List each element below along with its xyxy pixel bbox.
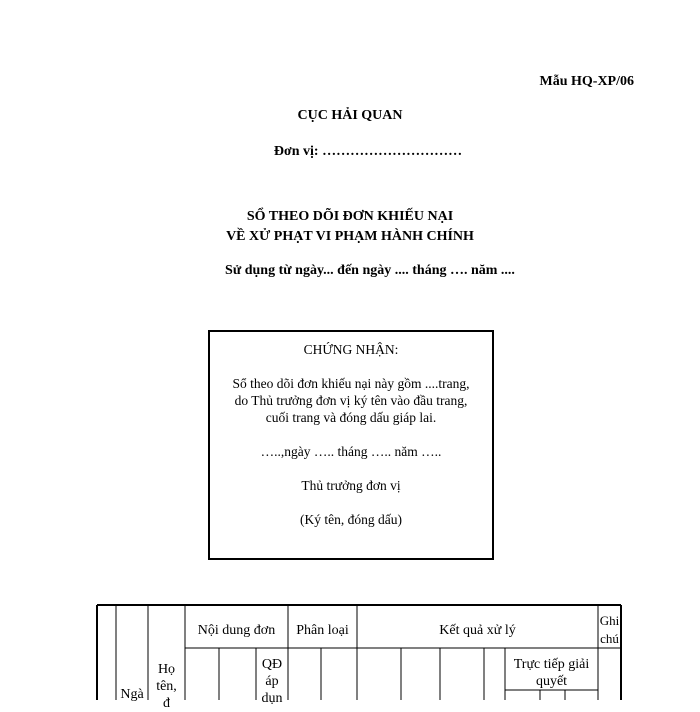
column-name-line-1: Họ xyxy=(157,662,176,677)
column-direct-resolution-line-1: Trực tiếp giải xyxy=(513,657,590,672)
form-code: Mẫu HQ-XP/06 xyxy=(539,74,634,89)
certificate-date-line: …..,ngày ….. tháng ….. năm ….. xyxy=(260,444,442,459)
column-direct-resolution-line-2: quyết xyxy=(535,674,568,689)
column-decision-line-2: áp xyxy=(265,674,279,689)
group-note-line-1: Ghi xyxy=(599,613,620,628)
book-title-line-2: VỀ XỬ PHẠT VI PHẠM HÀNH CHÍNH xyxy=(226,229,474,244)
book-title-line-1: SỔ THEO DÕI ĐƠN KHIẾU NẠI xyxy=(246,209,454,224)
group-complaint-content: Nội dung đơn xyxy=(197,623,276,638)
group-note-line-2: chú xyxy=(600,631,619,646)
certificate-body-line-1: Sổ theo dõi đơn khiếu nại này gồm ....trang, xyxy=(232,376,470,391)
column-name-line-3: đ xyxy=(163,696,170,711)
group-processing-result: Kết quả xử lý xyxy=(439,623,516,638)
column-date: Ngà xyxy=(120,687,144,702)
usage-period: Sử dụng từ ngày... đến ngày .... tháng …. năm .... xyxy=(225,263,515,278)
column-decision-line-3: dụn xyxy=(261,691,283,706)
agency-name: CỤC HẢI QUAN xyxy=(297,108,403,123)
certificate-heading: CHỨNG NHẬN: xyxy=(303,342,399,357)
unit-label: Đơn vị: ………………………… xyxy=(273,144,463,159)
group-classification: Phân loại xyxy=(296,623,349,638)
certificate-signer: Thủ trưởng đơn vị xyxy=(301,478,401,493)
certificate-body-line-3: cuối trang và đóng dấu giáp lai. xyxy=(265,410,437,425)
column-name-line-2: tên, xyxy=(156,679,177,694)
certificate-body-line-2: do Thủ trưởng đơn vị ký tên vào đầu trang, xyxy=(234,393,468,408)
certificate-sign-note: (Ký tên, đóng dấu) xyxy=(300,512,402,527)
column-decision-line-1: QĐ xyxy=(261,657,283,672)
